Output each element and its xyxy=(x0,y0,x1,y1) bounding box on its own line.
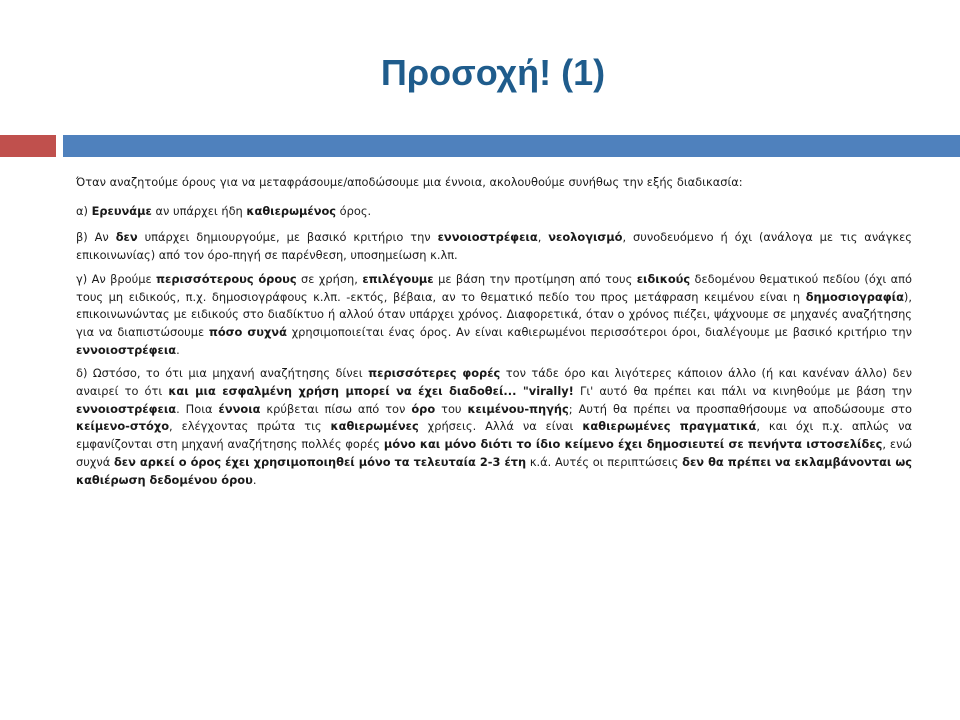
text-run: ; Αυτή θα πρέπει να προσπαθήσουμε να αποδώσουμε στο xyxy=(568,401,913,416)
text-run: κ.ά. Αυτές οι περιπτώσεις xyxy=(526,454,683,469)
text-run: , ενώ συχνά xyxy=(76,437,912,469)
paragraph-b xyxy=(76,229,912,264)
bold-run: δεν αρκεί ο όρος έχει χρησιμοποιηθεί μόνο τα τελευταία 2-3 έτη xyxy=(113,454,527,469)
text-run: χρησιμοποιείται ένας όρος. Αν είναι καθιερωμένοι περισσότεροι όροι, διαλέγουμε με βασικό κριτήριο την xyxy=(286,324,912,339)
bold-run: μόνο και μόνο διότι το ίδιο κείμενο έχει δημοσιευτεί σε πενήντα ιστοσελίδες xyxy=(383,437,883,452)
text-run: , xyxy=(537,230,549,245)
accent-bar-red xyxy=(0,135,56,157)
bold-run: καθιερωμένες πραγματικά xyxy=(582,419,757,434)
bold-run: περισσότερους όρους xyxy=(156,271,297,286)
bold-run: πόσο συχνά xyxy=(208,324,287,339)
bold-run: δεν xyxy=(115,230,138,245)
text-run: υπάρχει δημιουργούμε, με βασικό κριτήριο την xyxy=(137,230,438,245)
paragraph-c xyxy=(76,271,912,360)
bold-run: κείμενο-στόχο xyxy=(76,419,170,434)
bold-run: εννοιοστρέφεια xyxy=(437,230,538,245)
bold-run: Ερευνάμε xyxy=(91,203,152,218)
bold-run: κειμένου-πηγής xyxy=(467,401,569,416)
text-run: Γι' αυτό θα πρέπει και πάλι να κινηθούμε με βάση την xyxy=(573,384,912,399)
bold-run: περισσότερες φορές xyxy=(368,366,501,381)
bold-run: όρο xyxy=(411,401,436,416)
text-run: α) xyxy=(76,203,92,218)
text-run: β) Αν xyxy=(76,230,116,245)
intro-text: Όταν αναζητούμε όρους για να μεταφράσουμε/αποδώσουμε μια έννοια, ακολουθούμε συνήθως την εξής διαδικασία: xyxy=(76,175,743,189)
slide-body xyxy=(76,174,912,495)
paragraph-intro xyxy=(76,174,912,192)
text-run: τον τάδε όρο και λιγότερες κάποιον άλλο (ή και κανέναν άλλο) δεν αναιρεί το ότι xyxy=(76,366,912,399)
paragraph-a xyxy=(76,203,912,221)
text-run: , ελέγχοντας πρώτα τις xyxy=(169,419,331,434)
paragraph-d xyxy=(76,365,912,489)
text-run: , και όχι π.χ. απλώς να εμφανίζονται στη μηχανή αναζήτησης πολλές φορές xyxy=(76,419,912,452)
accent-bar-blue xyxy=(63,135,960,157)
text-run: , συνοδευόμενο ή όχι (ανάλογα με τις ανάγκες επικοινωνίας) από τον όρο-πηγή σε παρένθεση, υποσημείωση κ.λπ. xyxy=(76,230,912,263)
bold-run: δημοσιογραφία xyxy=(805,289,904,304)
text-run: με βάση την προτίμηση από τους xyxy=(433,271,637,286)
bold-run: επιλέγουμε xyxy=(362,271,434,286)
text-run: δ) Ωστόσο, το ότι μια μηχανή αναζήτησης δίνει xyxy=(76,366,369,381)
bold-run: καθιερωμένες xyxy=(330,419,419,434)
bold-run: ειδικούς xyxy=(636,271,691,286)
text-run: αν υπάρχει ήδη xyxy=(151,203,247,218)
bold-run: έννοια xyxy=(218,401,261,416)
bold-run: και μια εσφαλμένη χρήση μπορεί να έχει διαδοθεί... "virally! xyxy=(168,384,574,399)
text-run: χρήσεις. Αλλά να είναι xyxy=(418,419,583,434)
text-run: . xyxy=(176,342,180,357)
bold-run: καθιερωμένος xyxy=(246,203,337,218)
text-run: κρύβεται πίσω από τον xyxy=(260,401,412,416)
text-run: ), επικοινωνώντας με ειδικούς στο διαδίκτυο ή αλλού όταν υπάρχει χρόνος. Διαφορετικά, όταν ο χρόνος πιέζει, ψάχνουμε σε μηχανές αναζήτησης για να διαπιστώσουμε xyxy=(76,289,912,339)
bold-run: δεν θα πρέπει να εκλαμβάνονται ως καθιέρωση δεδομένου όρου xyxy=(76,454,912,487)
slide-title: Προσοχή! (1) xyxy=(380,52,606,93)
text-run: του xyxy=(435,401,468,416)
bold-run: νεολογισμό xyxy=(548,230,623,245)
bold-run: εννοιοστρέφεια xyxy=(76,401,177,416)
text-run: . Ποια xyxy=(176,401,219,416)
text-run: . xyxy=(252,472,257,487)
text-run: σε χρήση, xyxy=(296,271,363,286)
bold-run: εννοιοστρέφεια xyxy=(76,342,177,357)
text-run: γ) Αν βρούμε xyxy=(76,271,157,286)
text-run: όρος. xyxy=(336,203,372,218)
text-run: δεδομένου θεματικού πεδίου (όχι από τους μη ειδικούς, π.χ. δημοσιογράφους κ.λπ. -εκτός, βέβαια, αν το θεματικό πεδίο του προς μετάφραση κειμένου είναι η xyxy=(76,271,912,304)
